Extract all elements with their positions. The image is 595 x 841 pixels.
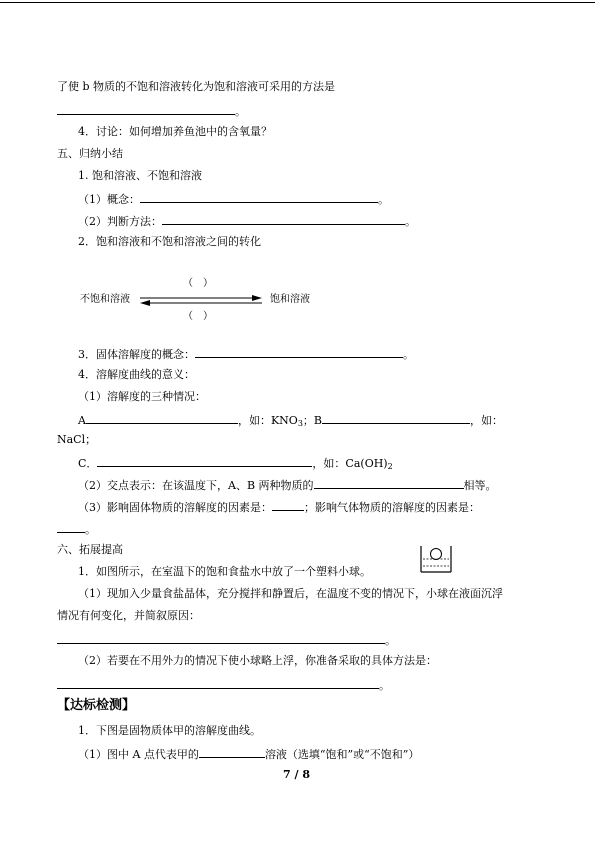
text-line: （1）溶解度的三种情况：: [78, 390, 206, 403]
section-heading: 五、归纳小结: [57, 147, 123, 160]
blank: [322, 412, 470, 424]
conversion-arrows: [140, 293, 262, 307]
blank: [57, 632, 385, 644]
text-line: 4．溶解度曲线的意义：: [78, 368, 195, 381]
text-line: 1．下图是固物质体甲的溶解度曲线。: [78, 724, 261, 737]
blank: [57, 103, 235, 115]
blank: [314, 477, 464, 489]
answer-line: 。: [57, 677, 390, 693]
answer-line: 。: [57, 632, 396, 648]
blank: [140, 191, 378, 203]
answer-line: C． ，如：$Ca(OH)_2$: [78, 457, 393, 471]
answer-line: 。: [57, 521, 96, 537]
text-line: 情况有何变化，并简叙原因：: [57, 609, 200, 622]
blank: [162, 213, 405, 225]
answer-line: （1）图中 A 点代表甲的 溶液（选填“饱和”或“不饱和”）: [78, 748, 420, 761]
text-line: 1．如图所示，在室温下的饱和食盐水中放了一个塑料小球。: [78, 565, 371, 578]
header-rule: [0, 2, 595, 3]
unsaturated-label: 不饱和溶液: [80, 294, 130, 305]
section-heading: 六、拓展提高: [57, 543, 123, 556]
paren-top: （ ）: [183, 278, 213, 289]
blank: [272, 499, 304, 511]
blank: [86, 412, 238, 424]
blank: [97, 455, 312, 467]
text-line: NaCl；: [57, 433, 97, 446]
blank: [57, 677, 379, 689]
blank: [195, 346, 403, 358]
blank: [57, 521, 85, 533]
beaker-diagram: [419, 544, 455, 574]
text-line: （1）现加入少量食盐晶体，充分搅拌和静置后，在温度不变的情况下，小球在液面沉浮: [78, 587, 503, 600]
saturated-label: 饱和溶液: [270, 294, 310, 305]
answer-line: （1）概念： 。: [78, 193, 389, 206]
answer-line: A ，如：$KNO_3$；B ，如：: [78, 414, 504, 428]
answer-line: 3．固体溶解度的概念： 。: [78, 348, 414, 361]
section-title: 【达标检测】: [57, 698, 136, 713]
answer-line: （2）交点表示：在该温度下，A、B 两种物质的 相等。: [78, 479, 497, 492]
answer-line: （2）判断方法： 。: [78, 215, 416, 228]
text-line: 了使 b 物质的不饱和溶液转化为饱和溶液可采用的方法是: [57, 80, 336, 93]
paren-bottom: （ ）: [183, 311, 213, 322]
answer-line: （3）影响固体物质的溶解度的因素是： ；影响气体物质的溶解度的因素是：: [78, 501, 480, 514]
text-line: （2）若要在不用外力的情况下使小球略上浮，你准备采取的具体方法是：: [78, 654, 437, 667]
text-line: 1. 饱和溶液、不饱和溶液: [78, 169, 202, 182]
text-line: 4．讨论：如何增加养鱼池中的含氧量？: [78, 125, 272, 138]
answer-line: 。: [57, 103, 246, 119]
text-line: 2．饱和溶液和不饱和溶液之间的转化: [78, 235, 261, 248]
blank: [199, 746, 265, 758]
page-number: 7 / 8: [283, 768, 310, 781]
